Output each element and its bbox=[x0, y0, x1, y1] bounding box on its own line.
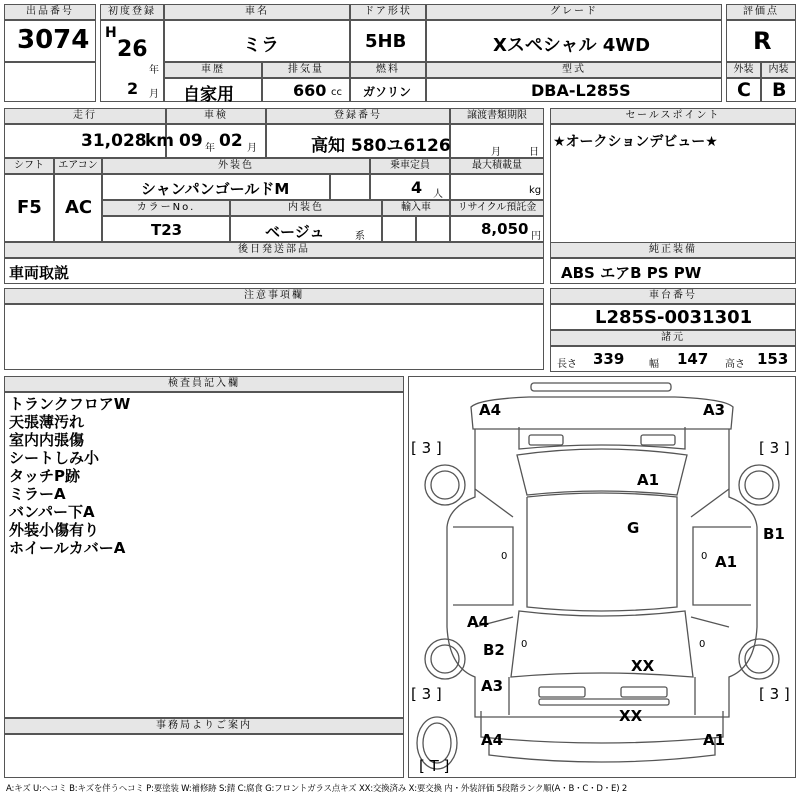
grade-header: グレード bbox=[426, 4, 722, 20]
office-cell bbox=[4, 734, 404, 778]
shift: F5 bbox=[17, 197, 42, 218]
grade-cell bbox=[426, 20, 722, 62]
ext-color: シャンパンゴールドM bbox=[141, 180, 290, 198]
fuel-header: 燃料 bbox=[350, 62, 426, 78]
reg-no: 高知 580ユ6126 bbox=[311, 136, 451, 156]
genuine-header: 純正装備 bbox=[550, 242, 796, 258]
month-unit: 月 bbox=[149, 89, 159, 100]
zero-rear-right: 0 bbox=[699, 639, 706, 650]
chassis-cell bbox=[550, 304, 796, 330]
max-load-header: 最大積載量 bbox=[450, 158, 544, 174]
later-parts-header: 後日発送部品 bbox=[4, 242, 544, 258]
model-cell bbox=[426, 78, 722, 102]
inspector-note-item: 外装小傷有り bbox=[9, 521, 100, 539]
kg-unit: kg bbox=[529, 185, 542, 196]
interior-grade: B bbox=[772, 79, 787, 101]
int-color: ベージュ bbox=[265, 223, 325, 241]
reg-no-cell bbox=[266, 124, 450, 158]
damage-b1: B1 bbox=[763, 525, 785, 543]
office-header: 事務局よりご案内 bbox=[4, 718, 404, 734]
sale-point: ★オークションデビュー★ bbox=[553, 134, 718, 150]
lot-no: 3074 bbox=[17, 25, 90, 55]
transfer-day: 日 bbox=[529, 147, 539, 158]
capacity-header: 乗車定員 bbox=[370, 158, 450, 174]
car-diagram-svg bbox=[409, 377, 795, 777]
first-reg-header: 初度登録 bbox=[100, 4, 164, 20]
model-header: 型式 bbox=[426, 62, 722, 78]
recycle-cell bbox=[450, 216, 544, 242]
caution-header: 注意事項欄 bbox=[4, 288, 544, 304]
color-no-header: カラーNo. bbox=[102, 200, 230, 216]
color-no: T23 bbox=[151, 221, 183, 239]
legend: A:キズ U:ヘコミ B:キズを伴うヘコミ P:要塗装 W:補修跡 S:錆 C:腐食 G:フロントガラス点キズ XX:交換済み X:要交換 内・外装評価 5段階ランク順(A・B・C・D・E) 2 bbox=[6, 784, 628, 794]
insp-month: 02 bbox=[219, 131, 243, 151]
score-cell bbox=[726, 20, 796, 62]
import-cell-2 bbox=[416, 216, 450, 242]
damage-a1-right: A1 bbox=[715, 553, 738, 571]
transfer-month: 月 bbox=[491, 147, 501, 158]
zero-left: 0 bbox=[501, 551, 508, 562]
recycle: 8,050 bbox=[481, 220, 529, 238]
specs-header: 諸元 bbox=[550, 330, 796, 346]
grade: Xスペシャル 4WD bbox=[493, 35, 651, 56]
mileage-header: 走行 bbox=[4, 108, 166, 124]
sale-point-cell bbox=[550, 124, 796, 256]
era: H bbox=[105, 25, 117, 41]
damage-a4-left: A4 bbox=[467, 613, 490, 631]
inspection-cell bbox=[166, 124, 266, 158]
inspector-note-item: トランクフロアW bbox=[9, 395, 131, 413]
interior-header: 内装 bbox=[761, 62, 796, 78]
door-type: 5HB bbox=[365, 31, 407, 52]
inspection-header: 車検 bbox=[166, 108, 266, 124]
score: R bbox=[753, 27, 772, 55]
person-unit: 人 bbox=[433, 189, 443, 200]
car-name-header: 車名 bbox=[164, 4, 350, 20]
int-color-cell bbox=[230, 216, 382, 242]
damage-t: [ T ] bbox=[419, 757, 450, 775]
import-cell-1 bbox=[382, 216, 416, 242]
aircon-header: エアコン bbox=[54, 158, 102, 174]
inspector-note-item: 室内内張傷 bbox=[9, 431, 85, 449]
interior-cell bbox=[761, 78, 796, 102]
damage-3-l1: [ 3 ] bbox=[411, 439, 442, 457]
inspector-cell bbox=[4, 392, 404, 718]
history: 自家用 bbox=[183, 85, 234, 105]
lot-no-header: 出品番号 bbox=[4, 4, 96, 20]
transfer-header: 譲渡書類期限 bbox=[450, 108, 544, 124]
kei-unit: 系 bbox=[355, 231, 365, 242]
mileage-cell bbox=[4, 124, 175, 158]
yen-unit: 円 bbox=[531, 231, 541, 242]
displacement: 660 bbox=[293, 81, 327, 100]
inspector-note-item: 天張薄汚れ bbox=[9, 413, 85, 431]
insp-year-unit: 年 bbox=[205, 143, 215, 154]
ext-color-cell bbox=[102, 174, 330, 200]
chassis-header: 車台番号 bbox=[550, 288, 796, 304]
length: 339 bbox=[593, 350, 625, 368]
lot-no-cell bbox=[4, 20, 96, 62]
capacity: 4 bbox=[411, 178, 423, 197]
inspector-header: 検査員記入欄 bbox=[4, 376, 404, 392]
width-label: 幅 bbox=[649, 359, 659, 370]
score-header: 評価点 bbox=[726, 4, 796, 20]
cc-unit: cc bbox=[331, 87, 342, 98]
inspector-note-item: ホイールカバーA bbox=[9, 539, 126, 557]
damage-a4-bl: A4 bbox=[481, 731, 504, 749]
int-color-header: 内装色 bbox=[230, 200, 382, 216]
aircon-cell bbox=[54, 174, 102, 242]
inspector-note-item: バンパー下A bbox=[9, 503, 95, 521]
door-header: ドア形状 bbox=[350, 4, 426, 20]
max-load-cell bbox=[450, 174, 544, 200]
insp-year: 09 bbox=[179, 131, 203, 151]
damage-a1-roof: A1 bbox=[637, 471, 660, 489]
genuine-equipment: ABS エアB PS PW bbox=[561, 264, 702, 282]
damage-b2: B2 bbox=[483, 641, 505, 659]
lot-no-blank bbox=[4, 62, 96, 102]
caution-cell bbox=[4, 304, 544, 370]
displacement-cell bbox=[262, 78, 350, 102]
exterior-grade: C bbox=[737, 79, 751, 101]
genuine-cell bbox=[550, 258, 796, 284]
shift-header: シフト bbox=[4, 158, 54, 174]
km-unit: km bbox=[145, 131, 175, 151]
damage-3-r2: [ 3 ] bbox=[759, 685, 790, 703]
reg-year: 26 bbox=[117, 37, 148, 62]
ext-color-header: 外装色 bbox=[102, 158, 370, 174]
car-name: ミラ bbox=[243, 35, 279, 56]
displacement-header: 排気量 bbox=[262, 62, 350, 78]
fuel-cell bbox=[350, 78, 426, 102]
height: 153 bbox=[757, 350, 789, 368]
year-unit: 年 bbox=[149, 65, 159, 76]
door-cell bbox=[350, 20, 426, 62]
import-header: 輸入車 bbox=[382, 200, 450, 216]
zero-rear-left: 0 bbox=[521, 639, 528, 650]
damage-diagram bbox=[408, 376, 796, 778]
reg-month: 2 bbox=[127, 79, 139, 98]
damage-a3-tr: A3 bbox=[703, 401, 726, 419]
exterior-header: 外装 bbox=[726, 62, 761, 78]
fuel: ガソリン bbox=[363, 85, 412, 99]
reg-no-header: 登録番号 bbox=[266, 108, 450, 124]
capacity-cell bbox=[370, 174, 450, 200]
length-label: 長さ bbox=[557, 359, 577, 370]
damage-xx-bottom: XX bbox=[619, 707, 643, 725]
inspector-note-item: シートしみ小 bbox=[9, 449, 100, 467]
later-parts: 車両取説 bbox=[9, 264, 70, 282]
damage-3-r1: [ 3 ] bbox=[759, 439, 790, 457]
insp-month-unit: 月 bbox=[247, 143, 257, 154]
exterior-cell bbox=[726, 78, 761, 102]
inspector-notes bbox=[9, 395, 130, 557]
first-reg-cell bbox=[100, 20, 164, 102]
zero-right: 0 bbox=[701, 551, 708, 562]
color-no-cell bbox=[102, 216, 230, 242]
model: DBA-L285S bbox=[531, 81, 631, 100]
history-cell bbox=[164, 78, 262, 105]
inspector-note-item: タッチP跡 bbox=[9, 467, 80, 485]
specs-cell bbox=[550, 346, 796, 372]
width: 147 bbox=[677, 350, 709, 368]
inspector-note-item: ミラーA bbox=[9, 485, 66, 503]
chassis-no: L285S-0031301 bbox=[595, 307, 753, 328]
damage-3-l2: [ 3 ] bbox=[411, 685, 442, 703]
sale-point-header: セールスポイント bbox=[550, 108, 796, 124]
damage-xx-rear: XX bbox=[631, 657, 655, 675]
recycle-header: リサイクル預託金 bbox=[450, 200, 544, 216]
damage-a3-left: A3 bbox=[481, 677, 504, 695]
car-name-cell bbox=[164, 20, 350, 62]
damage-a1-br: A1 bbox=[703, 731, 726, 749]
height-label: 高さ bbox=[725, 359, 745, 370]
damage-a4-tl: A4 bbox=[479, 401, 502, 419]
mileage: 31,028 bbox=[81, 131, 147, 151]
shift-cell bbox=[4, 174, 54, 242]
ext-color-blank bbox=[330, 174, 370, 200]
aircon: AC bbox=[65, 197, 93, 218]
later-parts-cell bbox=[4, 258, 544, 284]
damage-g: G bbox=[627, 519, 640, 537]
history-header: 車歴 bbox=[164, 62, 262, 78]
transfer-cell bbox=[450, 124, 544, 158]
